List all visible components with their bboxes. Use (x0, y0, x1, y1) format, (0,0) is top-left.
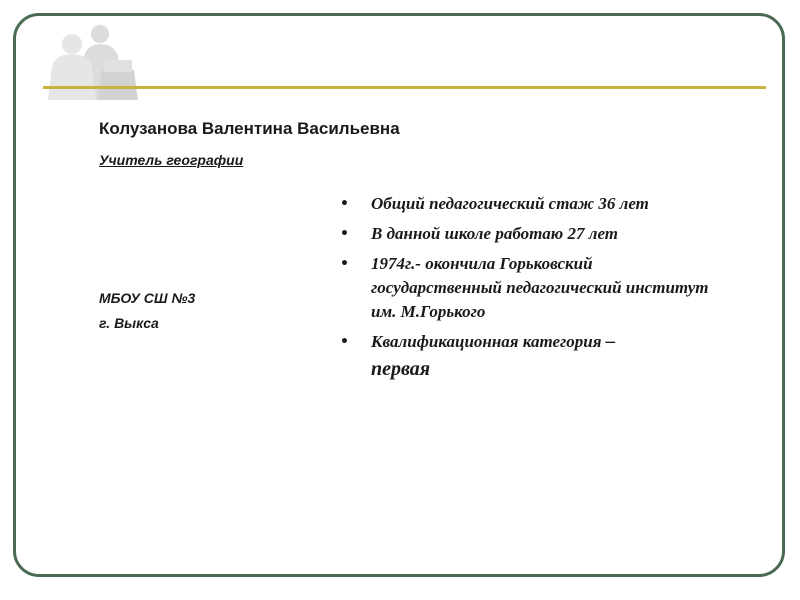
fact-text: В данной школе работаю 27 лет (371, 224, 618, 243)
qualification-separator: – (605, 331, 616, 352)
list-item (338, 222, 718, 246)
teacher-position: Учитель географии (99, 152, 244, 168)
slide-frame (13, 13, 785, 577)
facts-list (338, 192, 718, 390)
qualification-value: первая (371, 358, 431, 380)
fact-text: 1974г.- окончила Горьковский государственный педагогический институт им. М.Горького (371, 254, 709, 321)
school-city: г. Выкса (99, 315, 159, 331)
bullet-icon: • (340, 334, 349, 350)
qualification-label: Квалификационная категория (371, 332, 602, 351)
list-item (338, 192, 718, 216)
bullet-icon: • (340, 196, 349, 212)
school-name: МБОУ СШ №3 (99, 290, 196, 306)
header-divider (43, 86, 766, 89)
list-item (338, 252, 718, 324)
fact-text: Общий педагогический стаж 36 лет (371, 194, 649, 213)
list-item (338, 330, 718, 384)
teacher-name: Колузанова Валентина Васильевна (99, 119, 400, 138)
school-info (99, 286, 195, 336)
bullet-icon: • (340, 226, 349, 242)
bullet-icon: • (340, 256, 349, 272)
